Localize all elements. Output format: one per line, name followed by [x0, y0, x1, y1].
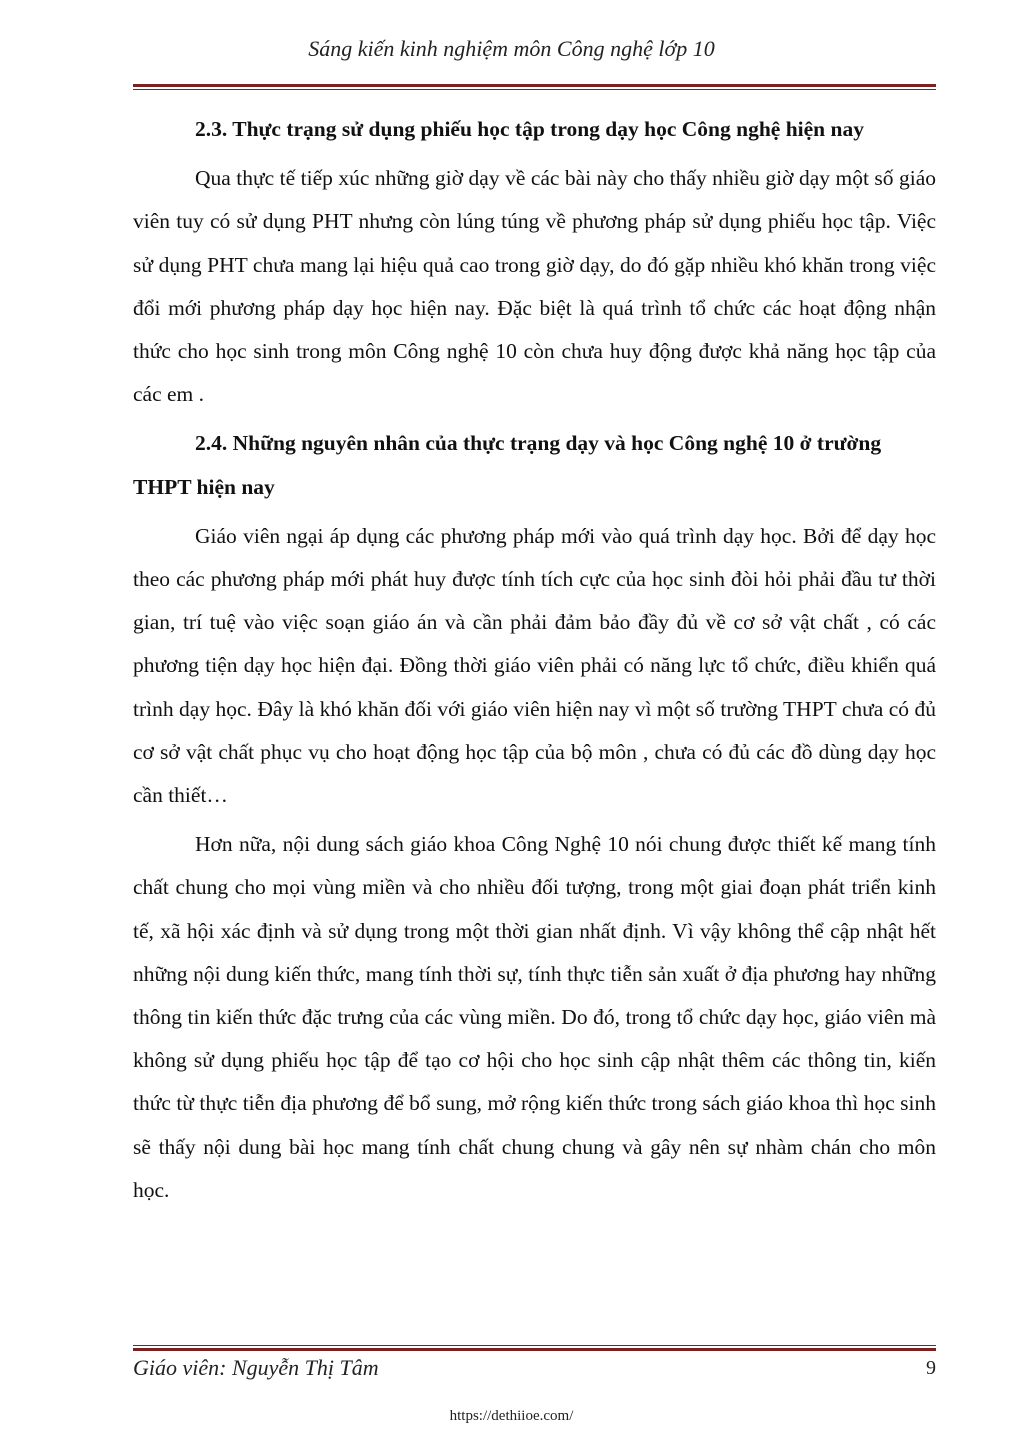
footer-divider [133, 1345, 936, 1351]
document-body [133, 108, 936, 1218]
section-heading: 2.4. Những nguyên nhân của thực trạng dạy và học Công nghệ 10 ở trường THPT hiện nay [133, 431, 882, 499]
section-heading: 2.3. Thực trạng sử dụng phiếu học tập trong dạy học Công nghệ hiện nay [195, 117, 864, 141]
source-url[interactable]: https://dethiioe.com/ [449, 1408, 574, 1424]
body-paragraph: Qua thực tế tiếp xúc những giờ dạy về các bài này cho thấy nhiều giờ dạy một số giáo viên tuy có sử dụng PHT nhưng còn lúng túng về phương pháp sử dụng phiếu học tập. Việc sử dụng PHT chưa mang lại hiệu quả cao trong giờ dạy, do đó gặp nhiều khó khăn trong việc đổi mới phương pháp dạy học hiện nay. Đặc biệt là quá trình tổ chức các hoạt động nhận thức cho học sinh trong môn Công nghệ 10 còn chưa huy động được khả năng học tập của các em . [133, 166, 936, 407]
page-header-title: Sáng kiến kinh nghiệm môn Công nghệ lớp 10 [308, 36, 715, 61]
header-divider [133, 84, 936, 90]
body-paragraph: Hơn nữa, nội dung sách giáo khoa Công Nghệ 10 nói chung được thiết kế mang tính chất chung cho mọi vùng miền và cho nhiều đối tượng, trong một giai đoạn phát triển kinh tế, xã hội xác định và sử dụng trong một thời gian nhất định. Vì vậy không thể cập nhật hết những nội dung kiến thức, mang tính thời sự, tính thực tiễn sản xuất ở địa phương hay những thông tin kiến thức đặc trưng của các vùng miền. Do đó, trong tổ chức dạy học, giáo viên mà không sử dụng phiếu học tập để tạo cơ hội cho học sinh cập nhật thêm các thông tin, kiến thức từ thực tiễn địa phương để bổ sung, mở rộng kiến thức trong sách giáo khoa thì học sinh sẽ thấy nội dung bài học mang tính chất chung chung và gây nên sự nhàm chán cho môn học. [133, 832, 936, 1202]
footer-author: Giáo viên: Nguyễn Thị Tâm [133, 1355, 379, 1380]
page-number: 9 [926, 1357, 936, 1379]
body-paragraph: Giáo viên ngại áp dụng các phương pháp mới vào quá trình dạy học. Bởi để dạy học theo các phương pháp mới phát huy được tính tích cực của học sinh đòi hỏi phải đầu tư thời gian, trí tuệ vào việc soạn giáo án và cần phải đảm bảo đầy đủ về cơ sở vật chất , có các phương tiện dạy học hiện đại. Đồng thời giáo viên phải có năng lực tổ chức, điều khiển quá trình dạy học. Đây là khó khăn đối với giáo viên hiện nay vì một số trường THPT chưa có đủ cơ sở vật chất phục vụ cho hoạt động học tập của bộ môn , chưa có đủ các đồ dùng dạy học cần thiết… [133, 523, 936, 808]
